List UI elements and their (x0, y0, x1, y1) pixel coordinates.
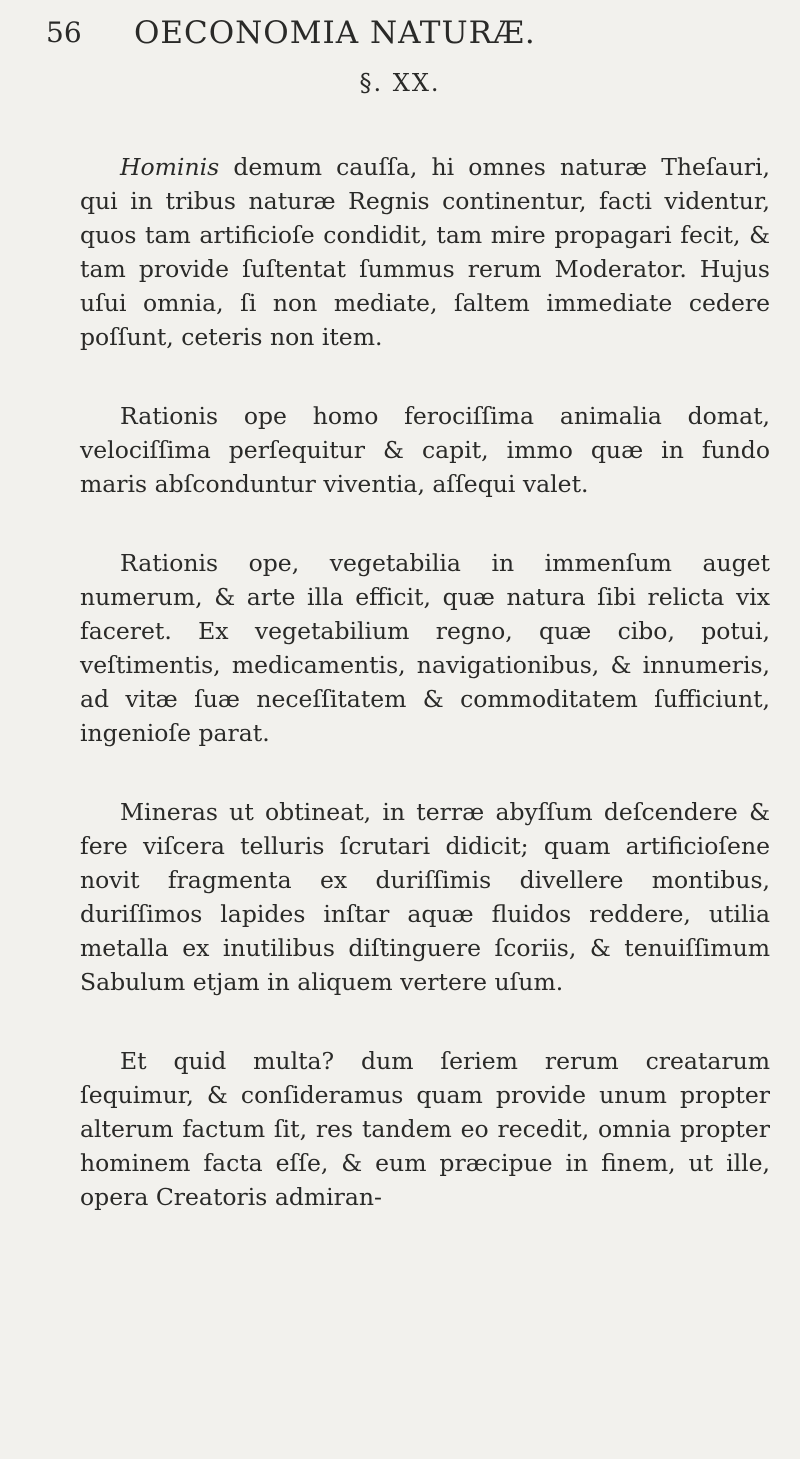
paragraph-4 (80, 795, 770, 999)
paragraph-1 (80, 150, 770, 354)
paragraph-text: Rationis ope, vegetabilia in immenſum auget numerum, & arte illa efficit, quæ natura ſibi relicta vix faceret. Ex vegetabilium regno, quæ cibo, potui, veſtimentis, medicamentis, navigationibus, & innumeris, ad vitæ ſuæ neceſſitatem & commoditatem ſufficiunt, ingenioſe parat. (80, 549, 770, 747)
paragraph-lead-word: Hominis (120, 153, 220, 181)
body-text (80, 150, 770, 1214)
section-heading: §. XX. (359, 69, 441, 97)
paragraph-text: demum cauſſa, hi omnes naturæ Theſauri, qui in tribus naturæ Regnis continentur, facti videntur, quos tam artificioſe condidit, tam mire propagari fecit, & tam provide ſuſtentat ſummus rerum Moderator. Hujus uſui omnia, ſi non mediate, ſaltem immediate cedere poſſunt, ceteris non item. (80, 153, 770, 351)
paragraph-text: Rationis ope homo ferociſſima animalia domat, velociſſima perſequitur & capit, immo quæ in fundo maris abſconduntur viventia, aſſequi valet. (80, 402, 770, 498)
running-title: OECONOMIA NATURÆ. (134, 15, 536, 51)
paragraph-text: Et quid multa? dum ſeriem rerum creatarum ſequimur, & conſideramus quam provide unum propter alterum factum ſit, res tandem eo recedit, omnia propter hominem facta eſſe, & eum præcipue in finem, ut ille, opera Creatoris admiran- (80, 1047, 770, 1211)
paragraph-text: Mineras ut obtineat, in terræ abyſſum deſcendere & fere viſcera telluris ſcrutari didicit; quam artificioſene novit fragmenta ex duriſſimis divellere montibus, duriſſimos lapides inſtar aquæ fluidos reddere, utilia metalla ex inutilibus diſtinguere ſcoriis, & tenuiſſimum Sabulum etjam in aliquem vertere uſum. (80, 798, 770, 996)
paragraph-5 (80, 1044, 770, 1214)
page-number: 56 (46, 16, 82, 49)
paragraph-2 (80, 399, 770, 501)
paragraph-3 (80, 546, 770, 750)
running-head (46, 8, 766, 58)
